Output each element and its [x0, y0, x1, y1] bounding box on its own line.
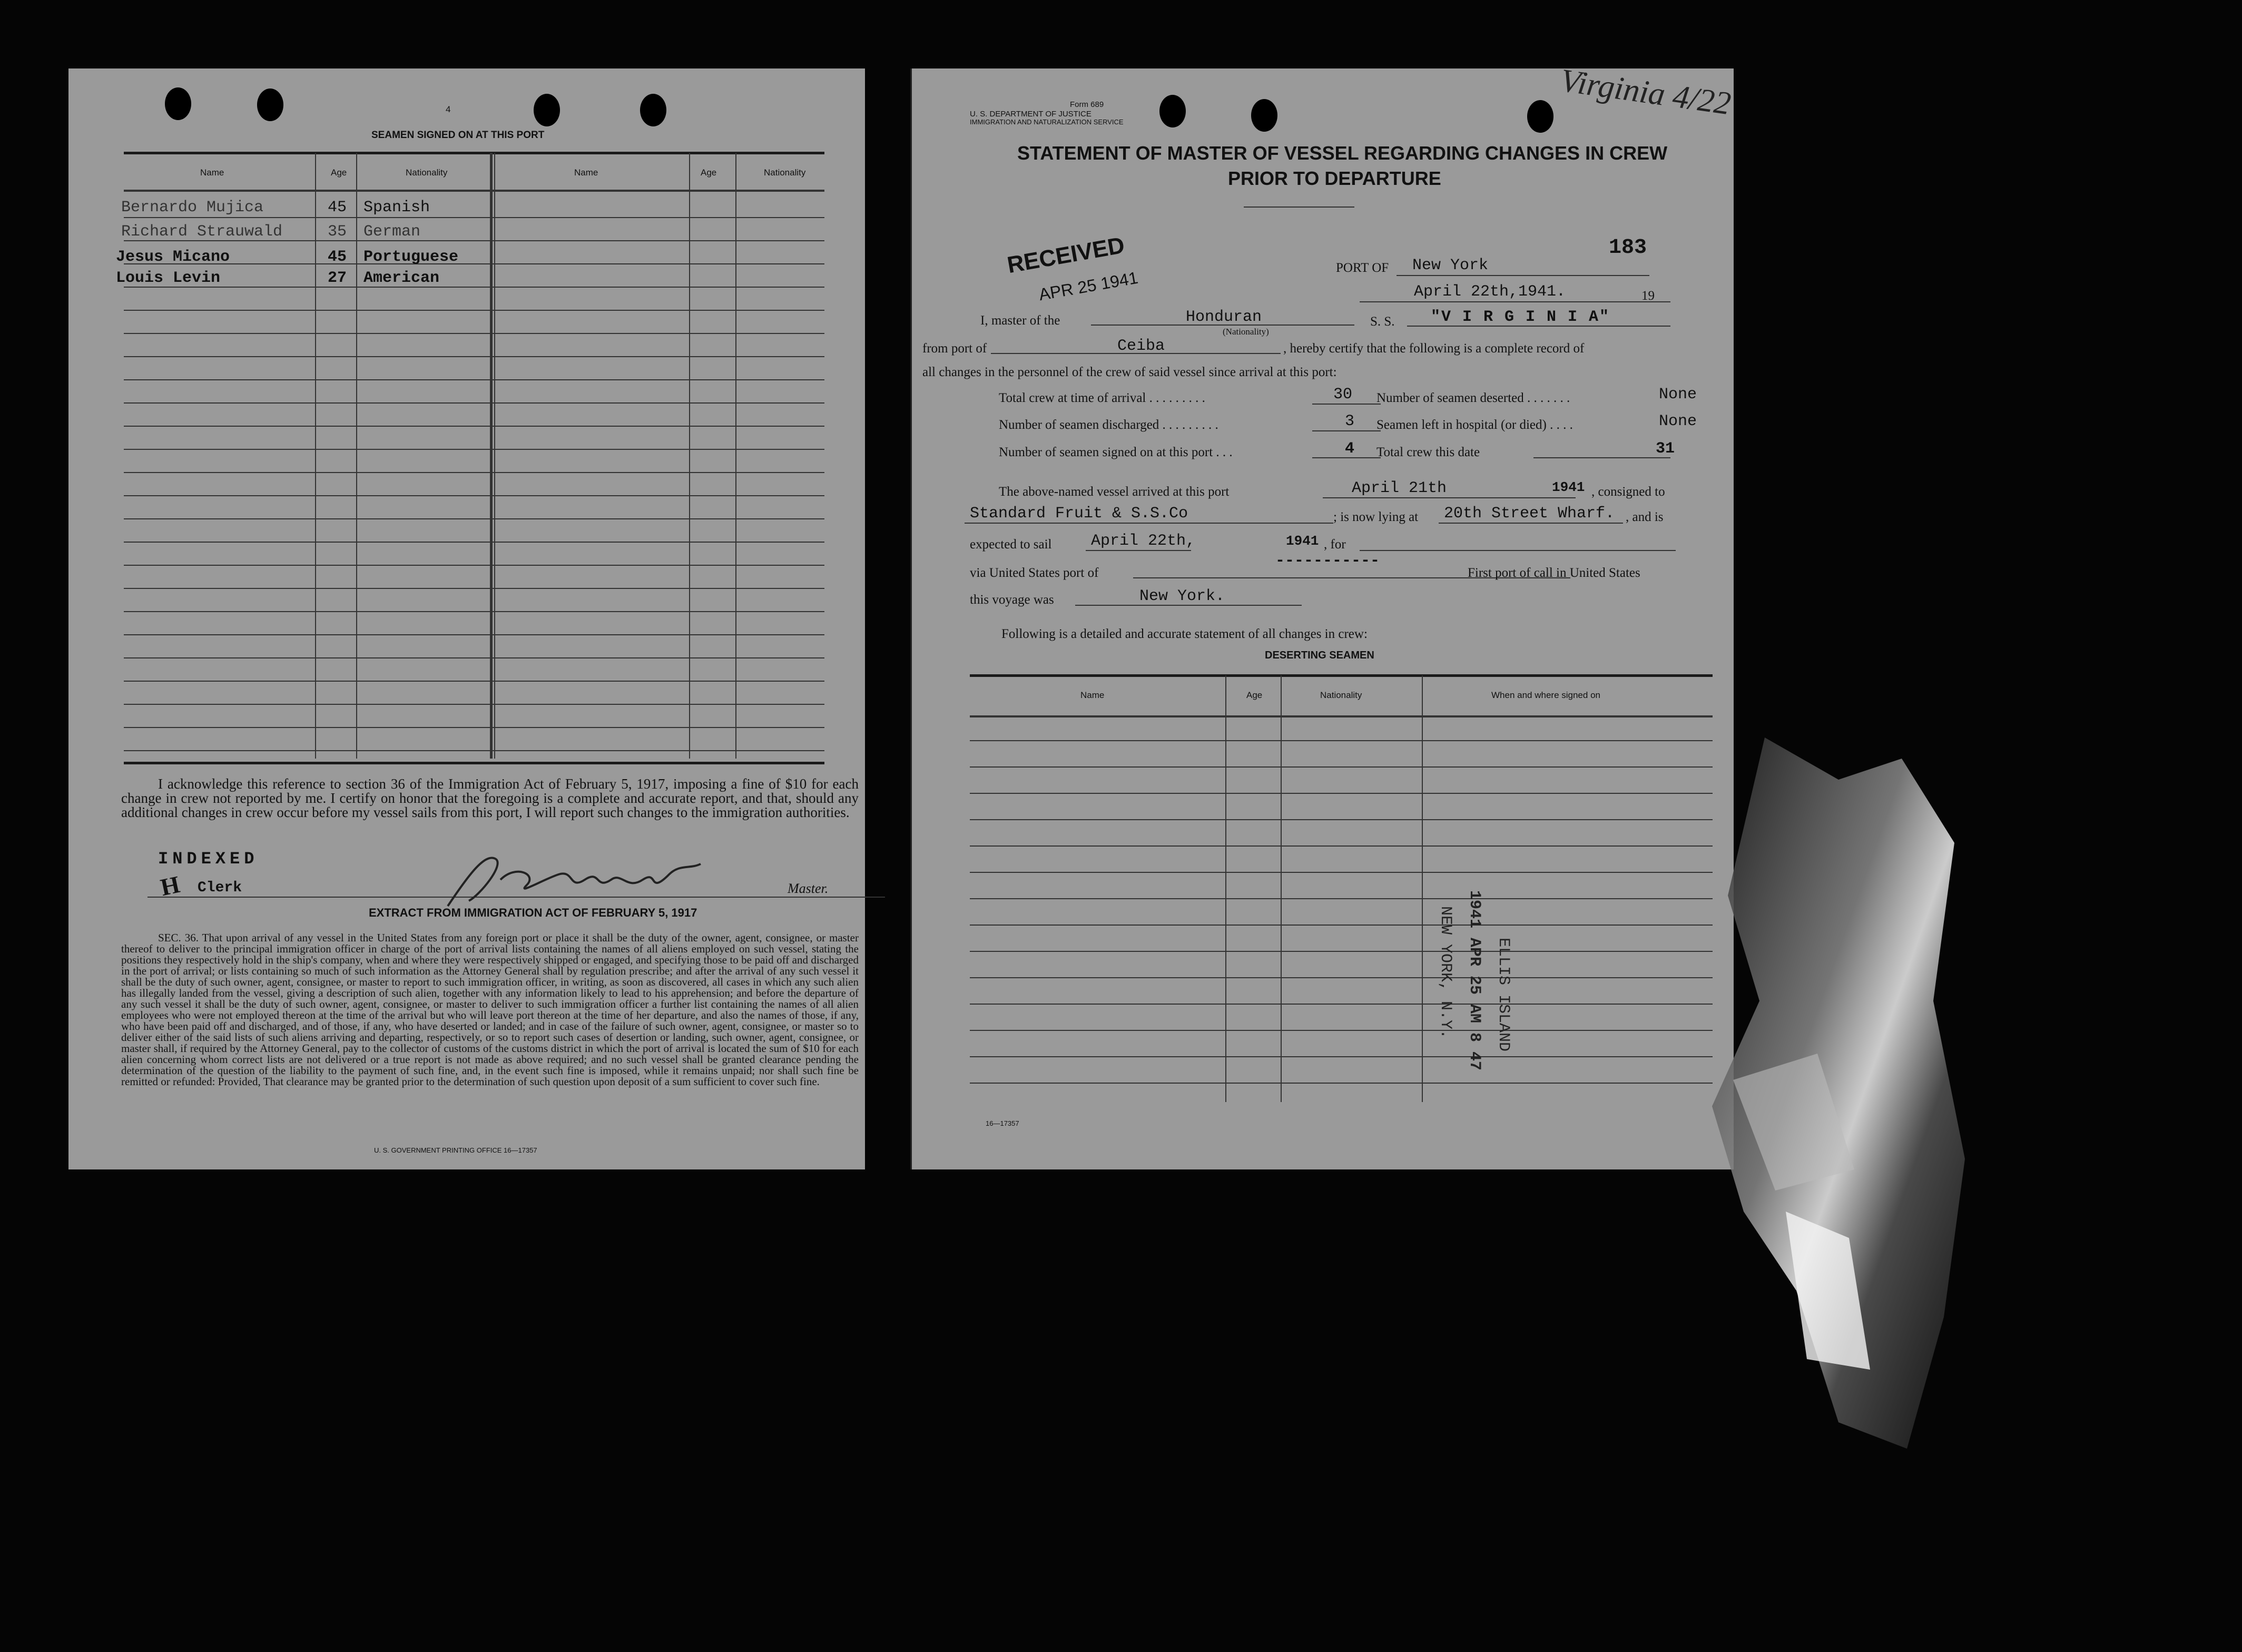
- col-divider: [1422, 675, 1423, 1102]
- row-4-nationality: American: [363, 269, 440, 287]
- row-rule: [124, 518, 824, 519]
- hospital-label: Seamen left in hospital (or died) . . . .: [1376, 418, 1573, 432]
- date-underline: [1360, 301, 1670, 302]
- following-text: Following is a detailed and accurate statement of all changes in crew:: [1001, 627, 1368, 641]
- from-port-underline: [991, 353, 1281, 354]
- received-date: APR 25 1941: [1037, 268, 1139, 304]
- master-of-label: I, master of the: [980, 313, 1060, 328]
- row-rule: [124, 472, 824, 473]
- consignee-value: Standard Fruit & S.S.Co: [970, 505, 1188, 523]
- via-label: via United States port of: [970, 566, 1099, 580]
- form-title-line-2: PRIOR TO DEPARTURE: [1228, 168, 1441, 189]
- underline: [1312, 457, 1381, 458]
- col-header-nationality: Nationality: [406, 168, 448, 178]
- table-bottom-rule: [124, 762, 824, 764]
- row-3-nationality: Portuguese: [363, 248, 459, 266]
- row-rule: [124, 634, 824, 635]
- row-rule: [970, 793, 1713, 794]
- form-title-line-1: STATEMENT OF MASTER OF VESSEL REGARDING CHANGES IN CREW: [1017, 142, 1668, 164]
- row-rule: [124, 287, 824, 288]
- row-rule: [124, 750, 824, 751]
- row-rule: [970, 1004, 1713, 1005]
- row-rule: [124, 356, 824, 357]
- total-crew-date-value: 31: [1656, 440, 1675, 458]
- row-1-name: Bernardo Mujica: [121, 199, 264, 217]
- master-label: Master.: [788, 881, 829, 896]
- row-rule: [970, 766, 1713, 768]
- signed-on-value: 4: [1345, 440, 1355, 458]
- port-underline: [1397, 275, 1649, 276]
- arrival-year: 1941: [1552, 479, 1585, 495]
- row-rule: [124, 704, 824, 705]
- header-rule: [970, 715, 1713, 717]
- row-rule: [124, 333, 824, 334]
- row-2-nationality: German: [363, 223, 421, 241]
- year-label: 19: [1641, 289, 1655, 303]
- underline: [1086, 550, 1191, 551]
- punch-hole: [1251, 99, 1277, 132]
- via-value: -----------: [1275, 552, 1380, 570]
- col-header-nationality-2: Nationality: [764, 168, 806, 178]
- row-2-name: Richard Strauwald: [121, 223, 283, 241]
- title-rule: [1244, 206, 1354, 208]
- punch-hole: [257, 88, 283, 121]
- nationality-underline: [1091, 324, 1354, 326]
- acknowledgment-text: I acknowledge this reference to section 36 of the Immigration Act of February 5, 1917, imposing a fine of $10 for each change in crew not reported by me. I certify on honor that the foregoing is a complete and accurate report, and that, should any additional changes in crew occur before my vessel sails from this port, I will report such changes to the immigration authorities.: [121, 776, 859, 820]
- vessel-underline: [1407, 326, 1670, 327]
- first-port-label: First port of call in United States: [1468, 566, 1640, 580]
- deserting-col-age: Age: [1246, 690, 1263, 700]
- handwritten-note: Virginia 4/22: [1558, 62, 1733, 122]
- first-port-value: New York.: [1139, 587, 1225, 605]
- total-crew-date-label: Total crew this date: [1376, 445, 1480, 459]
- arrival-date: April 21th: [1352, 479, 1447, 497]
- section-36-text: SEC. 36. That upon arrival of any vessel in the United States from any foreign port or place it shall be the duty of the owner, agent, consignee, or master thereof to deliver to the principal immigration officer in charge of the port of arrival lists containing the names of all aliens employed on such vessel, stating the positions they respectively hold in the ship's company, when and where they were respectively shipped or engaged, and specifying those to be paid off and discharged in the port of arrival; or lists containing so much of such information as the Attorney General shall by regulation prescribe; and after the arrival of any such vessel it shall be the duty of such owner, agent, consignee, or master to report to such immigration officer, in writing, as soon as discovered, all cases in which any such alien has illegally landed from the vessel, giving a description of such alien, together with any information likely to lead to his apprehension; and before the departure of any such vessel it shall be the duty of such owner, agent, consignee, or master to deliver to such immigration officer a further list containing the names of all alien employees who were not employed thereon at the time of the arrival but who will leave port thereon at the time of her departure, and also the names of those, if any, who have been paid off and discharged, and of those, if any, who have deserted or landed; and in case of the failure of such owner, agent, consignee, or master so to deliver either of the said lists of such aliens arriving and departing, respectively, or so to report such cases of desertion or landing, such owner, agent, consignee, or master shall, if required by the Attorney General, pay to the collector of customs of the customs district in which the port of arrival is located the sum of $10 for each alien concerning whom correct lists are not delivered or a true report is not made as above required; and no such vessel shall be granted clearance pending the determination of the question of the liability to the payment of such fine, and, in the event such fine is imposed, while it remains unpaid; nor shall such fine be remitted or refunded: Provided, That clearance may be granted prior to the determination of such question upon deposit of a sum sufficient to cover such fine.: [121, 931, 859, 1088]
- underline: [1075, 605, 1302, 606]
- col-header-age: Age: [331, 168, 347, 178]
- voyage-label: this voyage was: [970, 593, 1054, 607]
- row-rule: [124, 611, 824, 612]
- nationality-caption: (Nationality): [1223, 327, 1269, 337]
- row-rule: [970, 819, 1713, 820]
- ellis-stamp-line3: NEW YORK, N.Y.: [1437, 906, 1454, 1039]
- row-rule: [970, 1083, 1713, 1084]
- row-rule: [970, 977, 1713, 978]
- underline: [1360, 550, 1676, 551]
- service: IMMIGRATION AND NATURALIZATION SERVICE: [970, 118, 1124, 126]
- hospital-value: None: [1659, 412, 1697, 430]
- ss-label: S. S.: [1370, 314, 1395, 329]
- col-divider: [1225, 675, 1226, 1102]
- row-rule: [124, 565, 824, 566]
- date-value: April 22th,1941.: [1414, 283, 1566, 301]
- left-page: [68, 68, 865, 1169]
- port-label: PORT OF: [1336, 261, 1389, 275]
- row-2-age: 35: [328, 223, 347, 241]
- ellis-stamp-line2: 1941 APR 25 AM 8 47: [1466, 890, 1483, 1071]
- col-divider-center: [494, 153, 495, 759]
- row-rule: [124, 379, 824, 380]
- underline: [965, 523, 1333, 524]
- deserted-label: Number of seamen deserted . . . . . . .: [1376, 391, 1570, 405]
- row-4-name: Louis Levin: [116, 269, 221, 287]
- col-header-name: Name: [200, 168, 224, 178]
- deserting-col-name: Name: [1080, 690, 1105, 700]
- total-crew-arrival-value: 30: [1333, 386, 1353, 404]
- col-header-name-2: Name: [574, 168, 598, 178]
- underline: [1312, 404, 1381, 405]
- master-signature: [437, 843, 732, 917]
- page-number: 4: [446, 104, 451, 114]
- col-divider: [356, 153, 357, 759]
- expected-label: expected to sail: [970, 537, 1052, 552]
- row-rule: [124, 727, 824, 728]
- row-rule: [970, 925, 1713, 926]
- from-port-label: from port of: [922, 341, 987, 356]
- and-is-label: , and is: [1626, 510, 1664, 524]
- row-rule: [970, 740, 1713, 741]
- department: U. S. DEPARTMENT OF JUSTICE: [970, 110, 1092, 119]
- header-rule: [124, 190, 824, 192]
- lying-label: ; is now lying at: [1333, 510, 1419, 524]
- form-number: Form 689: [1070, 100, 1104, 109]
- row-rule: [970, 1056, 1713, 1057]
- deserting-col-signed-on: When and where signed on: [1491, 690, 1600, 700]
- deserting-col-nationality: Nationality: [1320, 690, 1362, 700]
- underline: [1323, 497, 1576, 498]
- punch-hole: [165, 87, 191, 120]
- nationality-value: Honduran: [1186, 308, 1262, 326]
- changes-text: all changes in the personnel of the crew of said vessel since arrival at this port:: [922, 365, 1337, 379]
- punch-hole: [1527, 100, 1553, 133]
- received-stamp: RECEIVED: [1005, 232, 1127, 279]
- col-divider: [735, 153, 736, 759]
- punch-hole: [534, 94, 560, 126]
- row-rule: [124, 402, 824, 404]
- for-label: , for: [1324, 537, 1346, 552]
- row-rule: [124, 681, 824, 682]
- row-3-age: 45: [328, 248, 347, 266]
- row-rule: [970, 845, 1713, 847]
- punch-hole: [640, 94, 666, 126]
- row-rule: [124, 588, 824, 589]
- row-4-age: 27: [328, 269, 347, 287]
- total-crew-arrival-label: Total crew at time of arrival . . . . . . . . .: [999, 391, 1205, 405]
- indexed-stamp: INDEXED: [158, 849, 259, 869]
- arrived-label: The above-named vessel arrived at this port: [999, 485, 1230, 499]
- deserted-value: None: [1659, 386, 1697, 404]
- col-divider: [315, 153, 316, 759]
- row-1-age: 45: [328, 199, 347, 217]
- row-rule: [970, 898, 1713, 899]
- right-page: [910, 62, 1734, 1169]
- row-3-name: Jesus Micano: [116, 248, 230, 266]
- printing-office-line: U. S. GOVERNMENT PRINTING OFFICE 16—17357: [374, 1146, 537, 1154]
- section-title: SEAMEN SIGNED ON AT THIS PORT: [371, 130, 545, 141]
- row-rule: [970, 1030, 1713, 1031]
- from-port-value: Ceiba: [1117, 337, 1165, 355]
- foil-texture: [1680, 738, 1965, 1580]
- col-divider: [689, 153, 690, 759]
- underline: [1312, 430, 1381, 431]
- row-rule: [124, 449, 824, 450]
- col-header-age-2: Age: [701, 168, 717, 178]
- wharf-value: 20th Street Wharf.: [1444, 505, 1615, 523]
- ellis-stamp-line1: ELLIS ISLAND: [1494, 938, 1512, 1052]
- signed-on-label: Number of seamen signed on at this port . . .: [999, 445, 1233, 459]
- table-top-rule: [124, 152, 824, 154]
- discharged-label: Number of seamen discharged . . . . . . . . .: [999, 418, 1218, 432]
- deserting-top-rule: [970, 674, 1713, 677]
- clerk-label: Clerk: [198, 880, 242, 896]
- footer-code: 16—17357: [986, 1119, 1019, 1127]
- sail-year: 1941: [1286, 533, 1319, 549]
- row-rule: [124, 217, 824, 218]
- row-1-nationality: Spanish: [363, 199, 430, 217]
- row-rule: [970, 872, 1713, 873]
- vessel-name: "V I R G I N I A": [1431, 308, 1610, 326]
- row-rule: [124, 495, 824, 496]
- certify-text: , hereby certify that the following is a complete record of: [1283, 341, 1585, 356]
- row-rule: [124, 426, 824, 427]
- port-value: New York: [1412, 257, 1489, 274]
- row-rule: [970, 951, 1713, 952]
- deserting-title: DESERTING SEAMEN: [1265, 650, 1374, 661]
- row-rule: [124, 310, 824, 311]
- extract-title: EXTRACT FROM IMMIGRATION ACT OF FEBRUARY 5, 1917: [369, 906, 697, 919]
- row-rule: [124, 542, 824, 543]
- record-number: 183: [1609, 236, 1647, 260]
- underline: [1439, 523, 1623, 524]
- clerk-initials: H: [158, 870, 182, 901]
- punch-hole: [1159, 95, 1186, 127]
- consigned-label: , consigned to: [1591, 485, 1665, 499]
- underline: [1533, 457, 1670, 458]
- col-divider-center: [490, 153, 493, 759]
- col-divider: [1281, 675, 1282, 1102]
- row-rule: [124, 657, 824, 658]
- sail-date: April 22th,: [1091, 532, 1196, 550]
- discharged-value: 3: [1345, 412, 1355, 430]
